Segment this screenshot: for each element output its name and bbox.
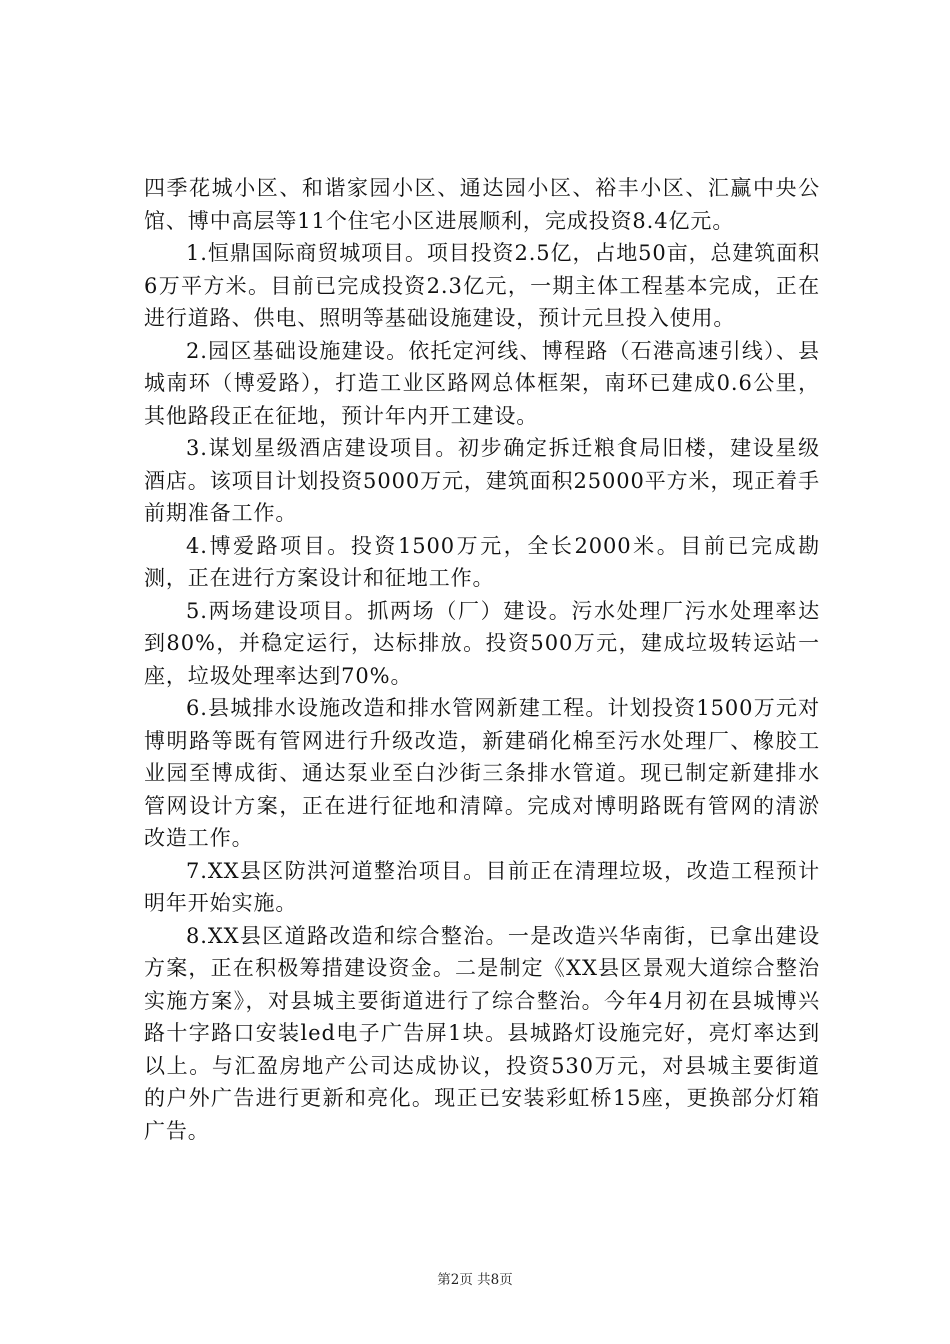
paragraph-item-7: 7.XX县区防洪河道整治项目。目前正在清理垃圾，改造工程预计明年开始实施。 (144, 858, 820, 915)
paragraph-item-3: 3.谋划星级酒店建设项目。初步确定拆迁粮食局旧楼，建设星级酒店。该项目计划投资5000万元，建筑面积25000平方米，现正着手前期准备工作。 (144, 436, 820, 525)
paragraph-item-1: 1.恒鼎国际商贸城项目。项目投资2.5亿，占地50亩，总建筑面积6万平方米。目前已完成投资2.3亿元，一期主体工程基本完成，正在进行道路、供电、照明等基础设施建设，预计元旦投入使用。 (144, 241, 820, 330)
paragraph-item-8: 8.XX县区道路改造和综合整治。一是改造兴华南街，已拿出建设方案，正在积极筹措建设资金。二是制定《XX县区景观大道综合整治实施方案》，对县城主要街道进行了综合整治。今年4月初在县城博兴路十字路口安装led电子广告屏1块。县城路灯设施完好，亮灯率达到以上。与汇盈房地产公司达成协议，投资530万元，对县城主要街道的户外广告进行更新和亮化。现正已安装彩虹桥15座，更换部分灯箱广告。 (144, 923, 820, 1143)
paragraph-item-5: 5.两场建设项目。抓两场（厂）建设。污水处理厂污水处理率达到80%，并稳定运行，达标排放。投资500万元，建成垃圾转运站一座，垃圾处理率达到70%。 (144, 598, 820, 688)
paragraph-item-4: 4.博爱路项目。投资1500万元，全长2000米。目前已完成勘测，正在进行方案设计和征地工作。 (144, 533, 820, 590)
paragraph-continuation: 四季花城小区、和谐家园小区、通达园小区、裕丰小区、汇赢中央公馆、博中高层等11个住宅小区进展顺利，完成投资8.4亿元。 (144, 176, 820, 233)
document-body (144, 172, 820, 1147)
paragraph-item-6: 6.县城排水设施改造和排水管网新建工程。计划投资1500万元对博明路等既有管网进行升级改造，新建硝化棉至污水处理厂、橡胶工业园至博成街、通达泵业至白沙街三条排水管道。现已制定新建排水管网设计方案，正在进行征地和清障。完成对博明路既有管网的清淤改造工作。 (144, 696, 820, 850)
paragraph-item-2: 2.园区基础设施建设。依托定河线、博程路（石港高速引线）、县城南环（博爱路），打造工业区路网总体框架，南环已建成0.6公里，其他路段正在征地，预计年内开工建设。 (144, 338, 820, 428)
page-number-footer: 第2页 共8页 (437, 1272, 513, 1288)
